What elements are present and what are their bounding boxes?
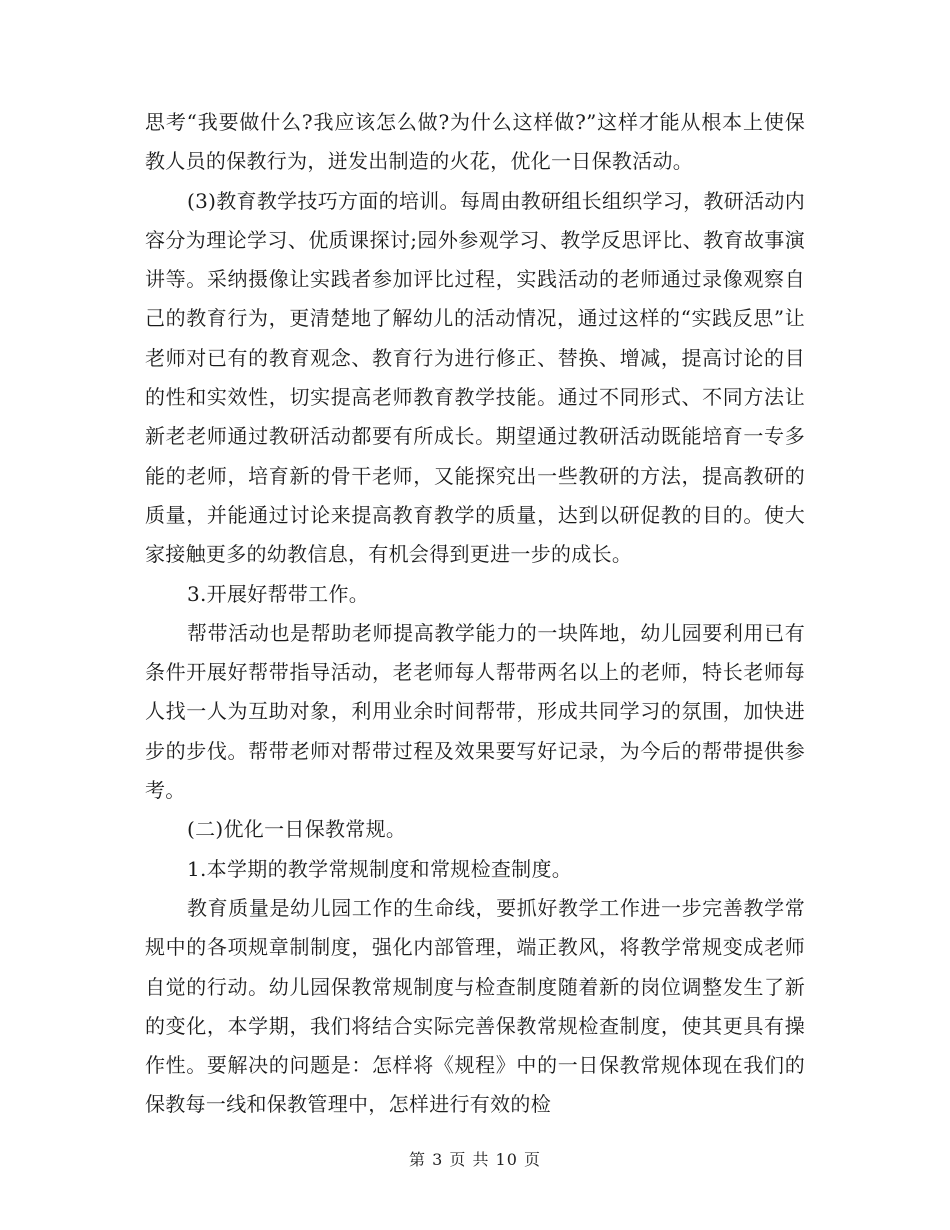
page-body xyxy=(145,103,805,1125)
heading-mentoring-work: 3.开展好帮带工作。 xyxy=(187,581,370,606)
heading-routine-system: 1.本学期的教学常规制度和常规检查制度。 xyxy=(187,856,573,881)
paragraph-continuation: 思考“我要做什么?我应该怎么做?为什么这样做?”这样才能从根本上使保教人员的保教行为，迸发出制造的火花，优化一日保教活动。 xyxy=(145,110,805,174)
paragraph-mentoring: 帮带活动也是帮助老师提高教学能力的一块阵地，幼儿园要利用已有条件开展好帮带指导活动，老老师每人帮带两名以上的老师，特长老师每人找一人为互助对象，利用业余时间帮带，形成共同学习的氛围，加快进步的步伐。帮带老师对帮带过程及效果要写好记录，为今后的帮带提供参考。 xyxy=(145,620,805,803)
paragraph-teaching-skills-training: (3)教育教学技巧方面的培训。每周由教研组长组织学习，教研活动内容分为理论学习、优质课探讨;园外参观学习、教学反思评比、教育故事演讲等。采纳摄像让实践者参加评比过程，实践活动的老师通过录像观察自己的教育行为，更清楚地了解幼儿的活动情况，通过这样的“实践反思”让老师对已有的教育观念、教育行为进行修正、替换、增减，提高讨论的目的性和实效性，切实提高老师教育教学技能。通过不同形式、不同方法让新老老师通过教研活动都要有所成长。期望通过教研活动既能培育一专多能的老师，培育新的骨干老师，又能探究出一些教研的方法，提高教研的质量，并能通过讨论来提高教育教学的质量，达到以研促教的目的。使大家接触更多的幼教信息，有机会得到更进一步的成长。 xyxy=(145,188,805,567)
paragraph-education-quality: 教育质量是幼儿园工作的生命线，要抓好教学工作进一步完善教学常规中的各项规章制制度，强化内部管理，端正教风，将教学常规变成老师自觉的行动。幼儿园保教常规制度与检查制度随着新的岗位调整发生了新的变化，本学期，我们将结合实际完善保教常规检查制度，使其更具有操作性。要解决的问题是：怎样将《规程》中的一日保教常规体现在我们的保教每一线和保教管理中，怎样进行有效的检 xyxy=(145,895,805,1117)
page-number-footer: 第 3 页 共 10 页 xyxy=(409,1150,541,1169)
heading-optimize-daily-routine: (二)优化一日保教常规。 xyxy=(187,817,407,842)
